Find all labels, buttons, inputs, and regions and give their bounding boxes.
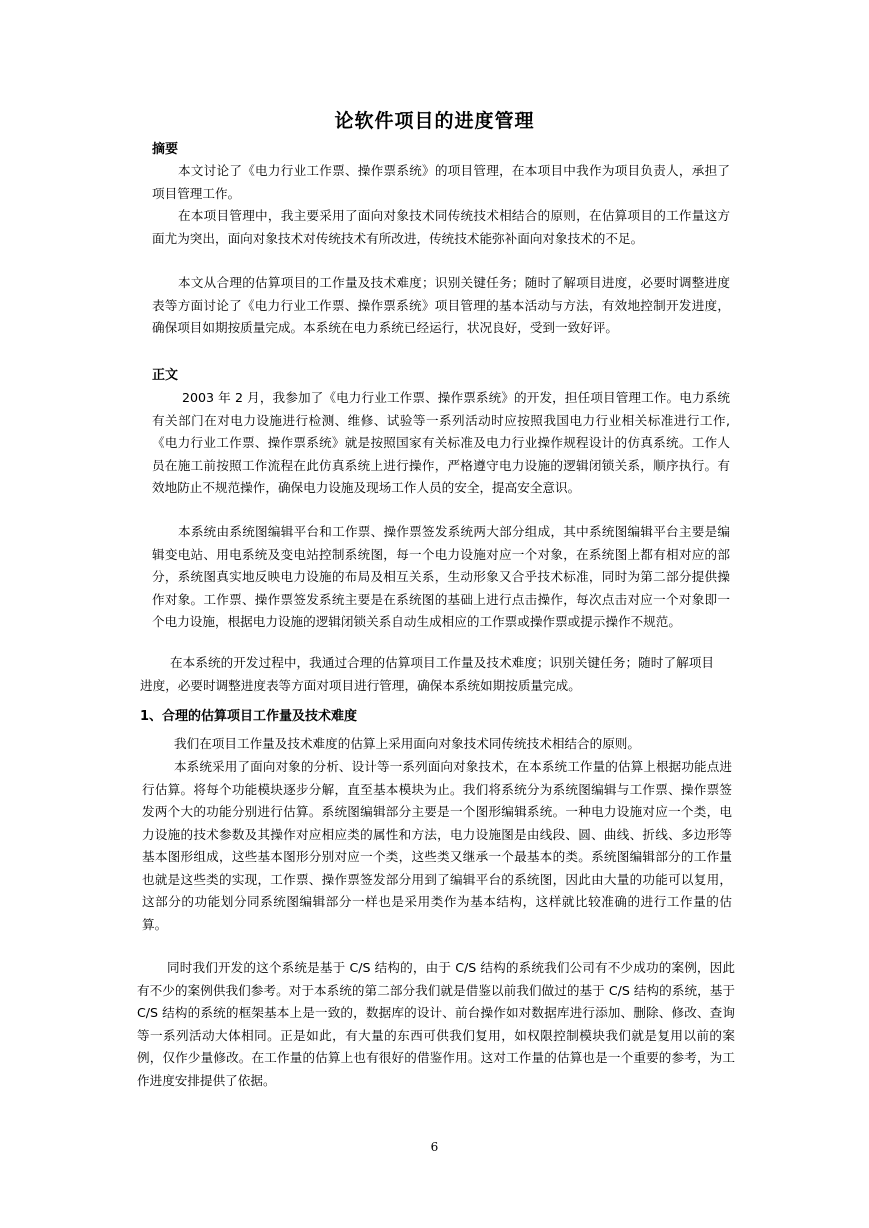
page-title: 论软件项目的进度管理: [334, 110, 535, 132]
section-1-paragraph-1: 我们在项目工作量及技术难度的估算上采用面向对象技术同传统技术相结合的原则。: [174, 736, 640, 751]
page-number: 6: [430, 1140, 439, 1154]
section-1-paragraph-3: 同时我们开发的这个系统是基于 C/S 结构的，由于 C/S 结构的系统我们公司有不少成功的案例，因此有不少的案例供我们参考。对于本系统的第二部分我们就是借鉴以前我们做过的基于 C/S 结构的系统，基于 C/S 结构的系统的框架基本上是一致的，数据库的设计、前台操作如对数据库进行添加、删除、修改、查询等一系列活动大体相同。正是如此，有大量的东西可供我们复用，如权限控制模块我们就是复用以前的案例，仅作少量修改。在工作量的估算上也有很好的借鉴作用。这对工作量的估算也是一个重要的参考，为工作进度安排提供了依据。: [137, 960, 735, 1088]
body-paragraph-2: 本系统由系统图编辑平台和工作票、操作票签发系统两大部分组成，其中系统图编辑平台主要是编辑变电站、用电系统及变电站控制系统图，每一个电力设施对应一个对象，在系统图上都有相对应的部分，系统图真实地反映电力设施的布局及相互关系，生动形象又合乎技术标准，同时为第二部分提供操作对象。工作票、操作票签发系统主要是在系统图的基础上进行点击操作，每次点击对应一个对象即一个电力设施，根据电力设施的逻辑闭锁关系自动生成相应的工作票或操作票或提示操作不规范。: [152, 524, 730, 629]
abstract-paragraph-3: 本文从合理的估算项目的工作量及技术难度；识别关键任务；随时了解项目进度，必要时调整进度表等方面讨论了《电力行业工作票、操作票系统》项目管理的基本活动与方法，有效地控制开发进度，确保项目如期按质量完成。本系统在电力系统已经运行，状况良好，受到一致好评。: [152, 275, 730, 335]
section-1-paragraph-2: 本系统采用了面向对象的分析、设计等一系列面向对象技术，在本系统工作量的估算上根据功能点进行估算。将每个功能模块逐步分解，直至基本模块为止。我们将系统分为系统图编辑与工作票、操作票签发两个大的功能分别进行估算。系统图编辑部分主要是一个图形编辑系统。一种电力设施对应一个类，电力设施的技术参数及其操作对应相应类的属性和方法，电力设施图是由线段、圆、曲线、折线、多边形等基本图形组成，这些基本图形分别对应一个类，这些类又继承一个最基本的类。系统图编辑部分的工作量也就是这些类的实现，工作票、操作票签发部分用到了编辑平台的系统图，因此由大量的功能可以复用，这部分的功能划分同系统图编辑部分一样也是采用类作为基本结构，这样就比较准确的进行工作量的估算。: [142, 759, 732, 932]
abstract-heading: 摘要: [152, 142, 179, 157]
abstract-paragraph-1: 本文讨论了《电力行业工作票、操作票系统》的项目管理，在本项目中我作为项目负责人，承担了项目管理工作。: [152, 163, 730, 201]
section-1-heading: 1、合理的估算项目工作量及技术难度: [140, 709, 358, 724]
body-heading: 正文: [152, 368, 179, 383]
body-paragraph-1: 2003 年 2 月，我参加了《电力行业工作票、操作票系统》的开发，担任项目管理工作。电力系统有关部门在对电力设施进行检测、维修、试验等一系列活动时应按照我国电力行业相关标准进行工作,《电力行业工作票、操作票系统》就是按照国家有关标准及电力行业操作规程设计的仿真系统。工作人员在施工前按照工作流程在此仿真系统上进行操作，严格遵守电力设施的逻辑闭锁关系，顺序执行。有效地防止不规范操作，确保电力设施及现场工作人员的安全，提高安全意识。: [152, 390, 730, 495]
body-paragraph-3: 在本系统的开发过程中，我通过合理的估算项目工作量及技术难度；识别关键任务；随时了解项目进度，必要时调整进度表等方面对项目进行管理，确保本系统如期按质量完成。: [140, 655, 714, 693]
abstract-paragraph-2: 在本项目管理中，我主要采用了面向对象技术同传统技术相结合的原则，在估算项目的工作量这方面尤为突出，面向对象技术对传统技术有所改进，传统技术能弥补面向对象技术的不足。: [152, 208, 730, 246]
